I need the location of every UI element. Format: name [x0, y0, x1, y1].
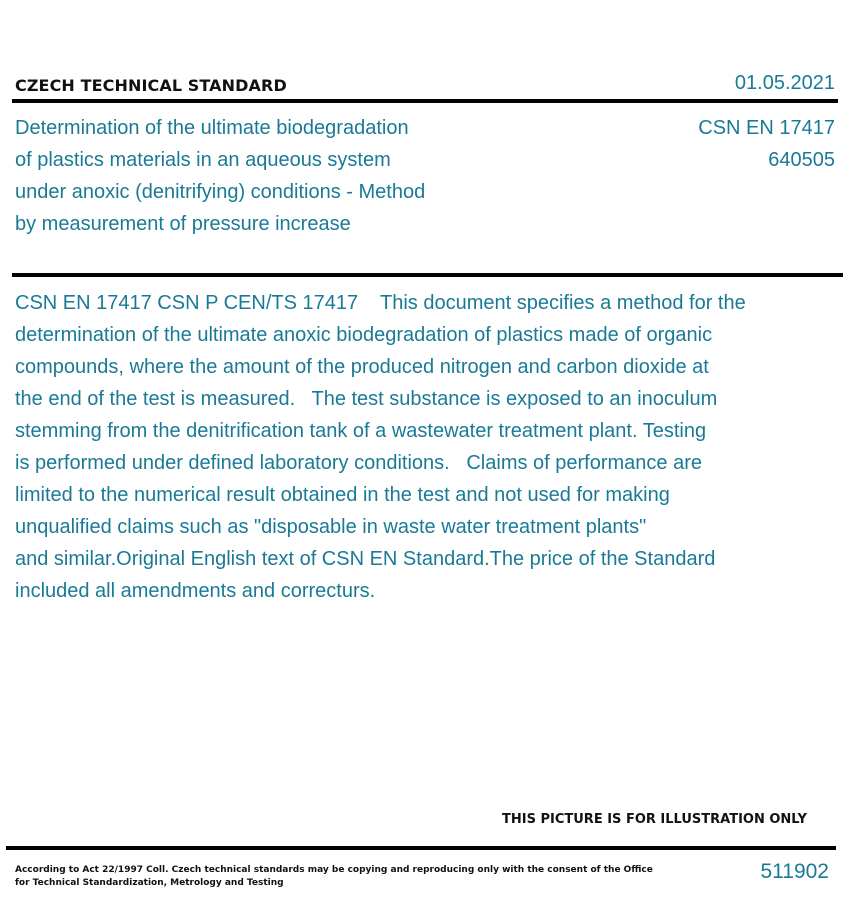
body-text-line: determination of the ultimate anoxic biodegradation of plastics made of organic [15, 324, 713, 346]
body-text-line: CSN EN 17417 CSN P CEN/TS 17417 This document specifies a method for the [15, 292, 746, 314]
body-text-line: included all amendments and correcturs. [15, 580, 376, 602]
legal-notice-line: According to Act 22/1997 Coll. Czech technical standards may be copying and reproducing only with the consent of the Office [15, 865, 653, 875]
title-line: by measurement of pressure increase [15, 213, 351, 235]
legal-notice-line: for Technical Standardization, Metrology and Testing [15, 878, 284, 888]
class-code: 640505 [768, 149, 835, 171]
body-text-line: and similar.Original English text of CSN EN Standard.The price of the Standard [15, 548, 716, 570]
standard-code: CSN EN 17417 [698, 117, 835, 139]
body-text-line: is performed under defined laboratory conditions. Claims of performance are [15, 452, 703, 474]
illustration-notice: THIS PICTURE IS FOR ILLUSTRATION ONLY [502, 812, 807, 827]
body-text-line: unqualified claims such as "disposable in waste water treatment plants" [15, 516, 647, 538]
body-text-line: compounds, where the amount of the produced nitrogen and carbon dioxide at [15, 356, 709, 378]
publication-date: 01.05.2021 [734, 72, 835, 94]
header-divider [12, 99, 838, 103]
title-divider [12, 273, 843, 277]
footer-divider [6, 846, 836, 850]
body-text-line: the end of the test is measured. The test substance is exposed to an inoculum [15, 388, 718, 410]
document-type-label: CZECH TECHNICAL STANDARD [15, 76, 287, 95]
title-line: under anoxic (denitrifying) conditions - Method [15, 181, 426, 203]
catalog-number: 511902 [760, 860, 829, 883]
body-text-line: limited to the numerical result obtained in the test and not used for making [15, 484, 670, 506]
legal-notice [15, 864, 653, 890]
body-text-line: stemming from the denitrification tank of a wastewater treatment plant. Testing [15, 420, 707, 442]
title-line: of plastics materials in an aqueous system [15, 149, 391, 171]
title-line: Determination of the ultimate biodegradation [15, 117, 409, 139]
